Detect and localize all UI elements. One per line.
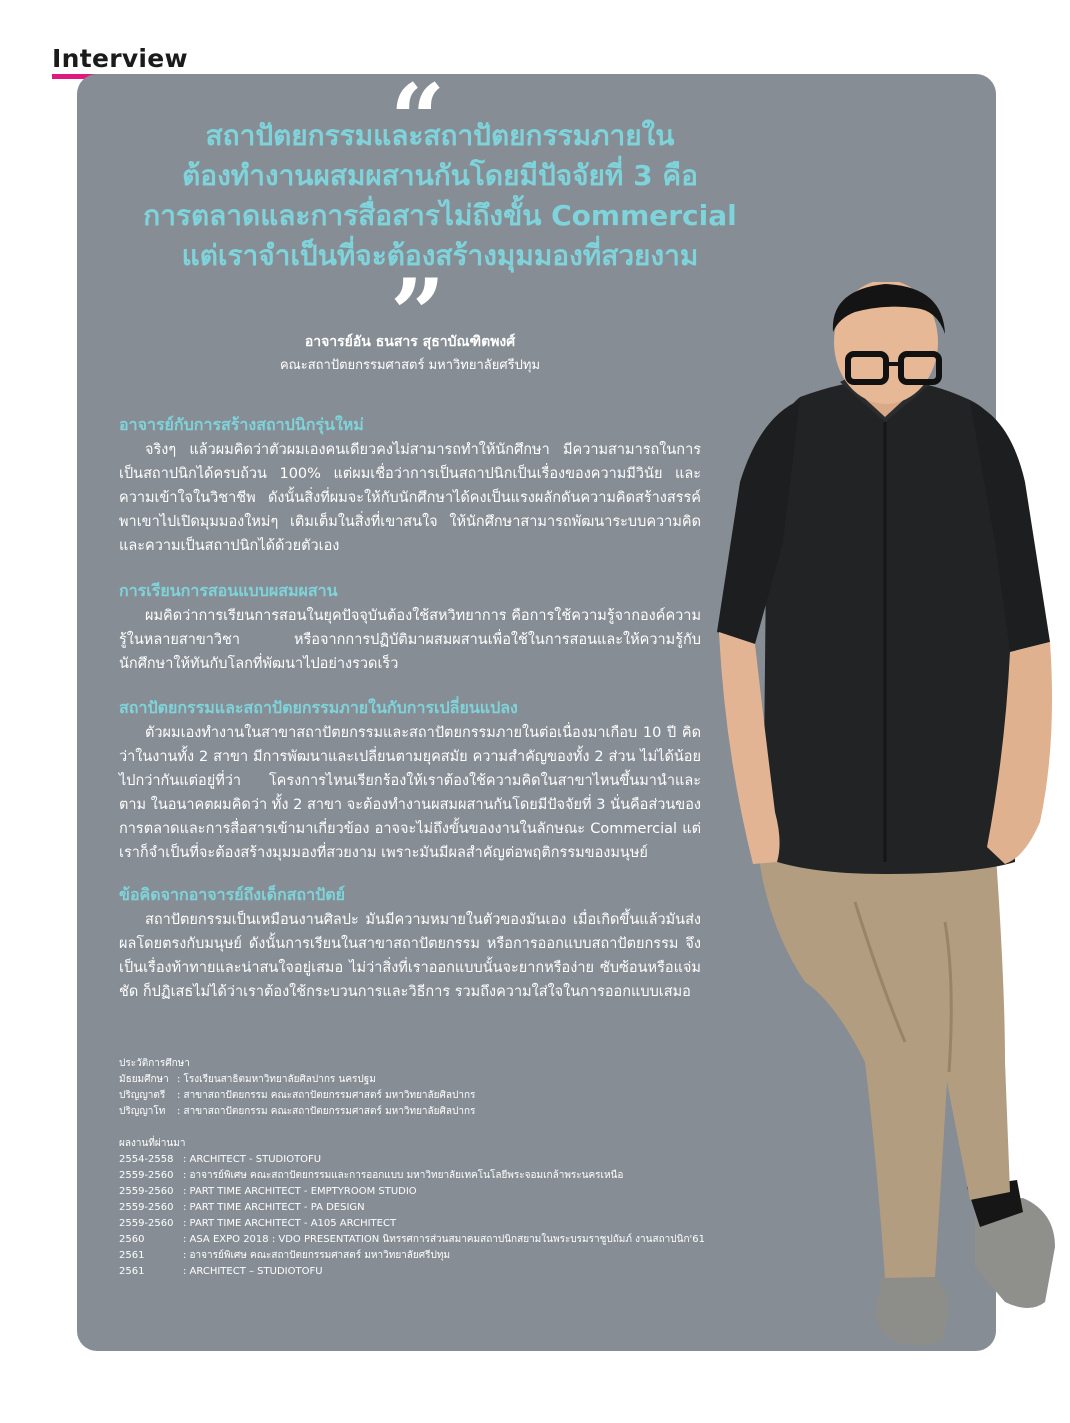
works-years: 2561 (119, 1266, 145, 1277)
trousers (757, 842, 1010, 1278)
attribution-role: คณะสถาปัตยกรรมศาสตร์ มหาวิทยาลัยศรีปทุม (279, 358, 541, 373)
section-heading: สถาปัตยกรรมและสถาปัตยกรรมภายในกับการเปลี่ยนแปลง (119, 698, 518, 717)
section-heading: อาจารย์กับการสร้างสถาปนิกรุ่นใหม่ (119, 415, 364, 434)
works-detail: : PART TIME ARCHITECT - EMPTYROOM STUDIO (183, 1186, 417, 1197)
works-row (119, 1232, 705, 1248)
works-row (119, 1168, 705, 1184)
works-detail: : ARCHITECT - STUDIOTOFU (183, 1154, 322, 1165)
works-years: 2560 (119, 1234, 145, 1245)
pull-quote-line: ต้องทำงานผสมผสานกันโดยมีปัจจัยที่ 3 คือ (182, 159, 698, 192)
portrait-photo (705, 282, 1070, 1362)
works-years: 2559-2560 (119, 1186, 174, 1197)
section-body: สถาปัตยกรรมเป็นเหมือนงานศิลปะ มันมีความหมายในตัวของมันเอง เมื่อเกิดขึ้นแล้วมันส่งผลโดยตรงกับมนุษย์ ดังนั้นการเรียนในสาขาสถาปัตยกรรม หรือการออกแบบสถาปัตยกรรม จึงเป็นเรื่องท้าทายและน่าสนใจอยู่เสมอ ไม่ว่าสิ่งที่เราออกแบบนั้นจะยากหรือง่าย ซับซ้อนหรือแจ่มชัด ก็ปฏิเสธไม่ได้ว่าเราต้องใช้กระบวนการและวิธีการ รวมถึงความใส่ใจในการออกแบบเสมอ (119, 912, 701, 1000)
open-quote-mark: “ (390, 63, 446, 176)
pull-quote-line: สถาปัตยกรรมและสถาปัตยกรรมภายใน (205, 119, 675, 152)
works-detail: : ARCHITECT – STUDIOTOFU (183, 1266, 323, 1277)
section-new-architects (119, 414, 701, 558)
section-body: จริงๆ แล้วผมคิดว่าตัวผมเองคนเดียวคงไม่สามารถทำให้นักศึกษา มีความสามารถในการเป็นสถาปนิกได้ครบถ้วน 100% แต่ผมเชื่อว่าการเป็นสถาปนิกเป็นเรื่องของความมีวินัย และความเข้าใจในวิชาชีพ ดังนั้นสิ่งที่ผมจะให้กับนักศึกษาได้คงเป็นแรงผลักดันความคิดสร้างสรรค์ พาเขาไปเปิดมุมมองใหม่ๆ เติมเต็มในสิ่งที่เขาสนใจ ให้นักศึกษาสามารถพัฒนาระบบความคิดและความเป็นสถาปนิกได้ด้วยตัวเอง (119, 442, 701, 554)
works-row (119, 1200, 705, 1216)
section-heading: ข้อคิดจากอาจารย์ถึงเด็กสถาปัตย์ (119, 885, 346, 904)
works-years: 2559-2560 (119, 1170, 174, 1181)
education-detail: : โรงเรียนสาธิตมหาวิทยาลัยศิลปากร นครปฐม (177, 1074, 376, 1085)
education-level: ปริญญาโท (119, 1106, 166, 1117)
education-detail: : สาขาสถาปัตยกรรม คณะสถาปัตยกรรมศาสตร์ มหาวิทยาลัยศิลปากร (177, 1090, 476, 1101)
works-detail: : อาจารย์พิเศษ คณะสถาปัตยกรรมและการออกแบบ มหาวิทยาลัยเทคโนโลยีพระจอมเกล้าพระนครเหนือ (183, 1170, 624, 1181)
works-row (119, 1184, 705, 1200)
close-quote-mark: ” (390, 258, 446, 371)
works-detail: : PART TIME ARCHITECT - A105 ARCHITECT (183, 1218, 397, 1229)
works-years: 2554-2558 (119, 1154, 174, 1165)
pull-quote-line: แต่เราจำเป็นที่จะต้องสร้างมุมมองที่สวยงาม (181, 239, 699, 272)
section-integrated-teaching (119, 580, 701, 676)
section-body: ผมคิดว่าการเรียนการสอนในยุคปัจจุบันต้องใช้สหวิทยาการ คือการใช้ความรู้จากองค์ความรู้ในหลายสาขาวิชา หรือจากการปฏิบัติมาผสมผสานเพื่อใช้ในการสอนและให้ความรู้กับนักศึกษาให้ทันกับโลกที่พัฒนาไปอย่างรวดเร็ว (119, 608, 702, 672)
education-row (119, 1088, 475, 1104)
education-title: ประวัติการศึกษา (119, 1058, 190, 1069)
works-detail: : อาจารย์พิเศษ คณะสถาปัตยกรรมศาสตร์ มหาวิทยาลัยศรีปทุม (183, 1250, 451, 1261)
works-years: 2559-2560 (119, 1202, 174, 1213)
past-works (119, 1136, 705, 1280)
works-detail: : PART TIME ARCHITECT - PA DESIGN (183, 1202, 365, 1213)
works-years: 2559-2560 (119, 1218, 174, 1229)
education-row (119, 1104, 475, 1120)
pull-quote-line: การตลาดและการสื่อสารไม่ถึงขั้น Commercial (143, 199, 737, 232)
education-history (119, 1056, 475, 1120)
education-level: มัธยมศึกษา (119, 1074, 169, 1085)
shirt (763, 381, 1017, 874)
education-level: ปริญญาตรี (119, 1090, 166, 1101)
works-row (119, 1248, 705, 1264)
section-label: Interview (52, 44, 188, 73)
works-row (119, 1264, 705, 1280)
education-row (119, 1072, 475, 1088)
section-heading: การเรียนการสอนแบบผสมผสาน (119, 581, 338, 600)
works-row (119, 1216, 705, 1232)
left-shoe (875, 1272, 949, 1346)
works-title: ผลงานที่ผ่านมา (119, 1138, 186, 1149)
works-row (119, 1152, 705, 1168)
pull-quote (100, 116, 780, 276)
section-body: ตัวผมเองทำงานในสาขาสถาปัตยกรรมและสถาปัตยกรรมภายในต่อเนื่องมาเกือบ 10 ปี คิดว่าในงานทั้ง 2 สาขา มีการพัฒนาและเปลี่ยนตามยุคสมัย ความสำคัญของทั้ง 2 ส่วน ไม่ได้น้อยไปกว่ากันแต่อยู่ที่ว่า โครงการไหนเรียกร้องให้เราต้องใช้ความคิดในสาขาไหนขึ้นมานำและตาม ในอนาคตผมคิดว่า ทั้ง 2 สาขา จะต้องทำงานผสมผสานกันโดยมีปัจจัยที่ 3 นั่นคือส่วนของการตลาดและการสื่อสารเข้ามาเกี่ยวข้อง อาจจะไม่ถึงขั้นของงานในลักษณะ Commercial แต่เราก็จำเป็นที่จะต้องสร้างมุมมองที่สวยงาม เพราะมันมีผลสำคัญต่อพฤติกรรมของมนุษย์ (119, 725, 701, 861)
section-architecture-change (119, 697, 701, 865)
attribution-name: อาจารย์อัน ธนสาร สุธาบัณฑิตพงศ์ (304, 334, 516, 350)
works-detail: : ASA EXPO 2018 : VDO PRESENTATION นิทรรศการส่วนสมาคมสถาปนิกสยามในพระบรมราชูปถัมภ์ งานสถาปนิก'61 (183, 1234, 705, 1245)
works-years: 2561 (119, 1250, 145, 1261)
education-detail: : สาขาสถาปัตยกรรม คณะสถาปัตยกรรมศาสตร์ มหาวิทยาลัยศิลปากร (177, 1106, 476, 1117)
section-advice-to-students (119, 884, 701, 1004)
